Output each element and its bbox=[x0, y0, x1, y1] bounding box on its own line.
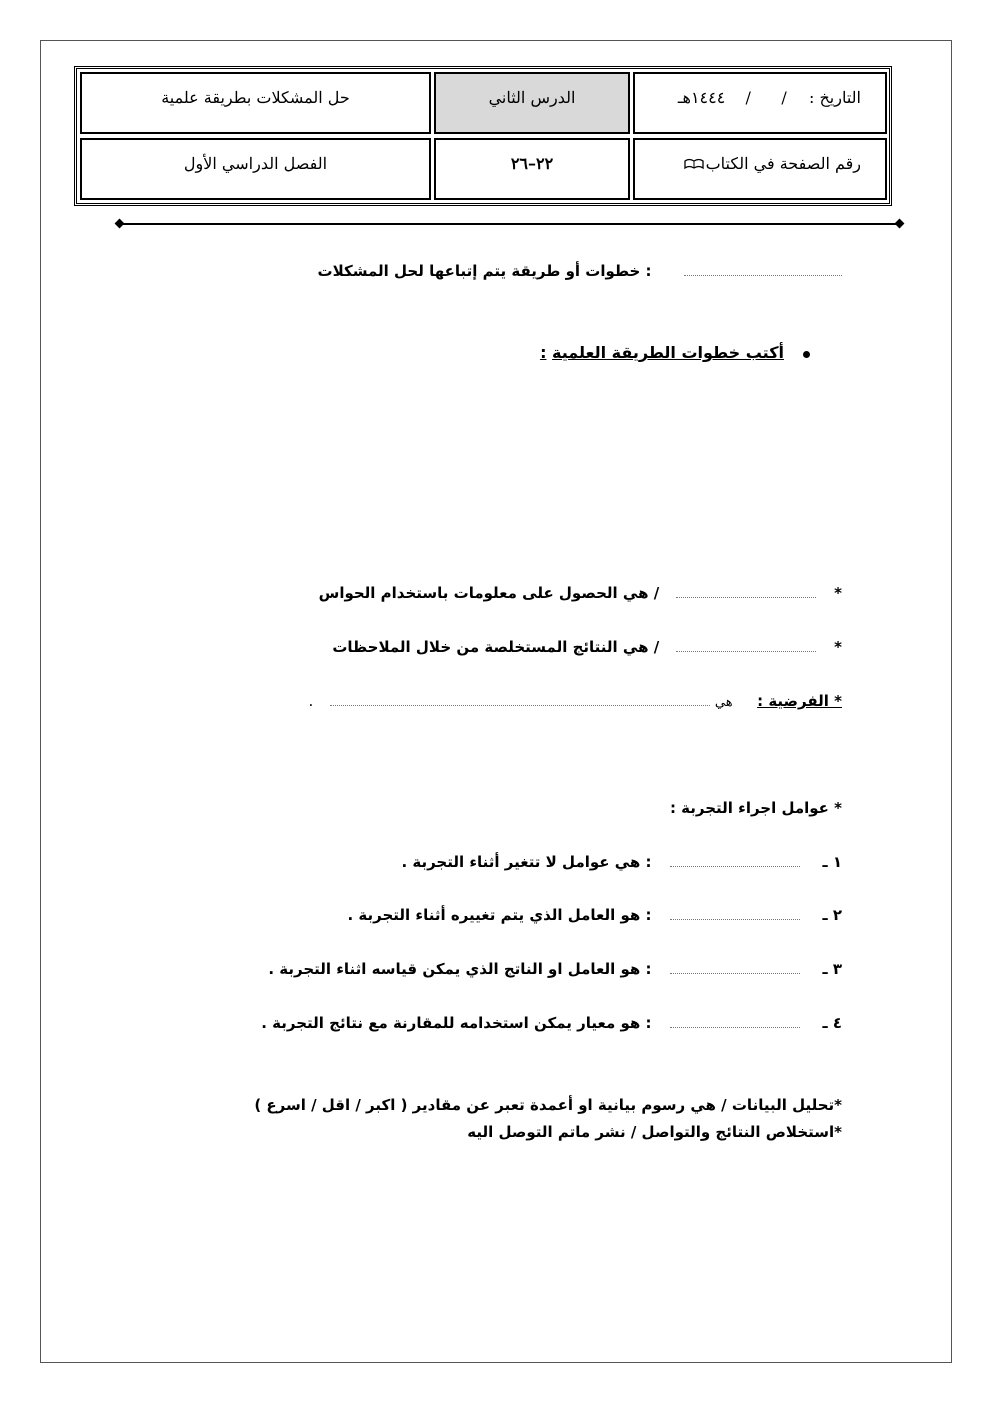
title-cell bbox=[80, 72, 431, 134]
star: * bbox=[834, 584, 842, 602]
observation-text: / هي الحصول على معلومات باستخدام الحواس bbox=[318, 584, 660, 602]
factor-number: ١ ـ bbox=[822, 853, 842, 871]
factor-item bbox=[261, 1014, 842, 1032]
steps-heading-line bbox=[540, 343, 784, 362]
analysis-line bbox=[254, 1096, 842, 1114]
header-table bbox=[74, 66, 892, 206]
lesson-number: الدرس الثاني bbox=[488, 88, 576, 107]
conclusion-line bbox=[467, 1123, 842, 1141]
lesson-cell bbox=[434, 72, 630, 134]
pages-cell bbox=[434, 138, 630, 200]
steps-colon: : bbox=[540, 343, 547, 362]
date-year: ١٤٤٤هـ bbox=[677, 88, 726, 107]
factor-item bbox=[268, 960, 842, 978]
date-label: التاريخ : bbox=[808, 88, 861, 107]
hypothesis-label: * الفرضية : bbox=[757, 692, 842, 710]
factor-number: ٤ ـ bbox=[822, 1014, 842, 1032]
hypothesis-line bbox=[308, 692, 842, 710]
factor-number: ٣ ـ bbox=[822, 960, 842, 978]
answer-blank bbox=[670, 866, 800, 867]
hypothesis-end: . bbox=[308, 692, 314, 710]
divider-rule bbox=[120, 223, 900, 225]
observation-line bbox=[319, 584, 842, 602]
answer-blank bbox=[670, 1027, 800, 1028]
inference-line bbox=[332, 638, 842, 656]
factors-heading-text: * عوامل اجراء التجربة : bbox=[669, 799, 842, 817]
factor-number: ٢ ـ bbox=[822, 906, 842, 924]
factor-item bbox=[401, 853, 842, 871]
inference-text: / هي النتائج المستخلصة من خلال الملاحظات bbox=[332, 638, 660, 656]
lesson-title: حل المشكلات بطريقة علمية bbox=[161, 88, 350, 107]
answer-blank bbox=[670, 973, 800, 974]
answer-blank bbox=[670, 919, 800, 920]
answer-blank bbox=[676, 651, 816, 652]
answer-blank bbox=[330, 705, 710, 706]
factor-text: : هو معيار يمكن استخدامه للمقارنة مع نتائج التجربة . bbox=[261, 1014, 652, 1032]
analysis-text: *تحليل البيانات / هي رسوم بيانية او أعمدة تعبر عن مقادير ( اكبر / اقل / اسرع ) bbox=[254, 1096, 842, 1114]
factor-text: : هو العامل الذي يتم تغييره أثناء التجربة . bbox=[347, 906, 652, 924]
page-number-cell bbox=[633, 138, 887, 200]
hypothesis-text: هي bbox=[714, 695, 733, 710]
star: * bbox=[834, 638, 842, 656]
answer-blank bbox=[676, 597, 816, 598]
conclusion-text: *استخلاص النتائج والتواصل / نشر ماتم التوصل اليه bbox=[467, 1123, 842, 1141]
semester: الفصل الدراسي الأول bbox=[183, 154, 328, 173]
factor-text: : هو العامل او الناتج الذي يمكن قياسه اثناء التجربة . bbox=[268, 960, 652, 978]
answer-blank bbox=[684, 275, 842, 276]
definition-text: : خطوات أو طريقة يتم إتباعها لحل المشكلات bbox=[317, 262, 652, 280]
page-number-label: رقم الصفحة في الكتاب bbox=[705, 154, 861, 173]
book-icon bbox=[684, 158, 704, 170]
semester-cell bbox=[80, 138, 431, 200]
steps-heading: أكتب خطوات الطريقة العلمية bbox=[552, 343, 784, 362]
date-cell bbox=[633, 72, 887, 134]
page-range: ٢٢–٢٦ bbox=[510, 154, 554, 173]
factors-heading bbox=[670, 799, 842, 817]
definition-line bbox=[318, 262, 842, 280]
bullet bbox=[803, 351, 810, 358]
factor-text: : هي عوامل لا تتغير أثناء التجربة . bbox=[401, 853, 652, 871]
date-slashes: / / bbox=[745, 88, 787, 107]
factor-item bbox=[348, 906, 842, 924]
